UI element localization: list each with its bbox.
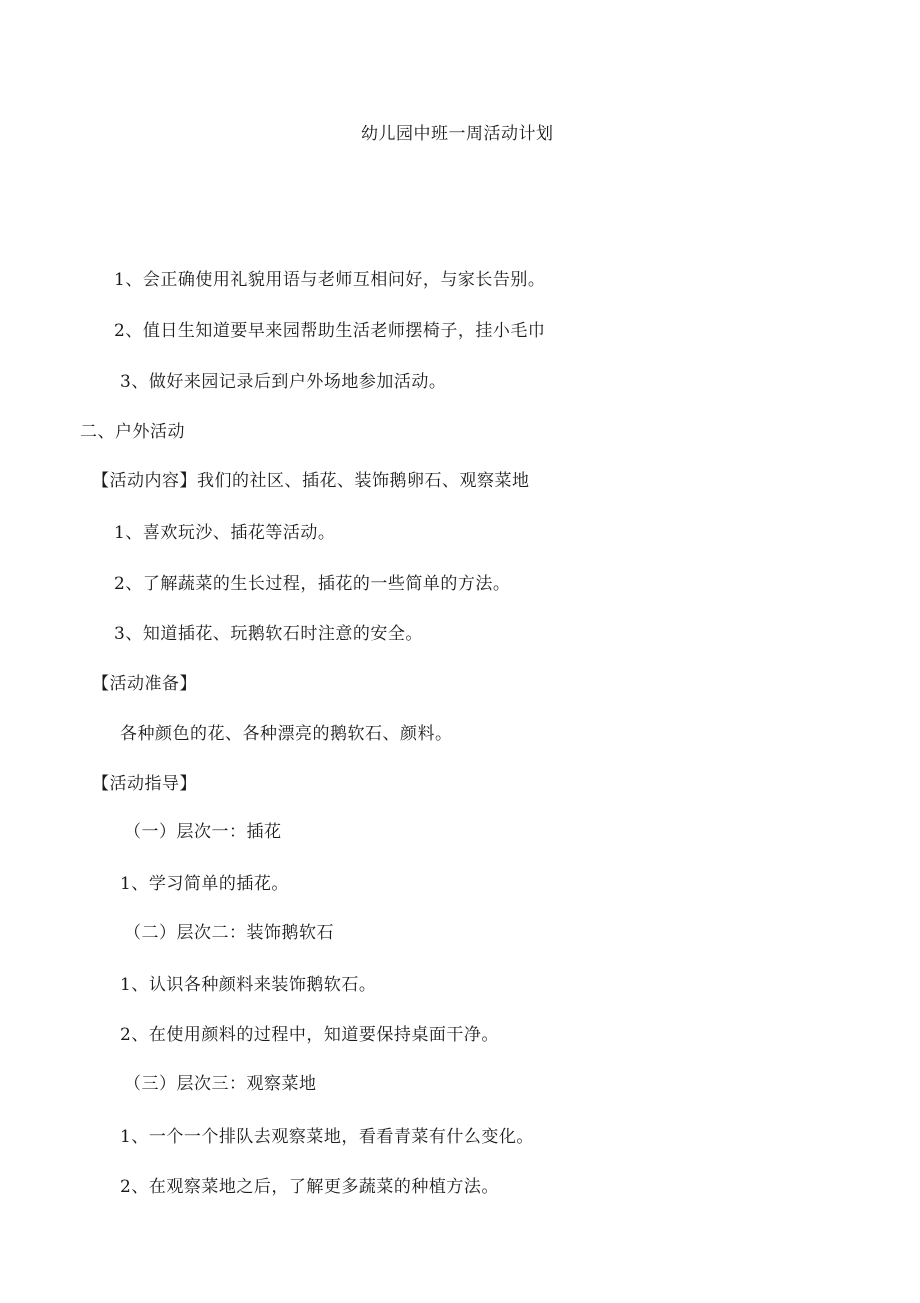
level-heading: （一）层次一：插花: [124, 822, 282, 842]
paragraph-line: 1、认识各种颜料来装饰鹅软石。: [120, 975, 377, 995]
subsection-heading: 【活动指导】: [92, 774, 197, 794]
paragraph-line: 3、知道插花、玩鹅软石时注意的安全。: [114, 624, 423, 644]
subsection-heading: 【活动准备】: [92, 674, 197, 694]
document-title: 幼儿园中班一周活动计划: [361, 124, 554, 144]
paragraph-line: 1、喜欢玩沙、插花等活动。: [114, 523, 336, 543]
paragraph-line: 1、一个一个排队去观察菜地，看看青菜有什么变化。: [120, 1127, 534, 1147]
paragraph-line: 2、在使用颜料的过程中，知道要保持桌面干净。: [120, 1025, 499, 1045]
paragraph-line: 1、学习简单的插花。: [120, 874, 289, 894]
paragraph-line: 2、了解蔬菜的生长过程，插花的一些简单的方法。: [114, 574, 511, 594]
paragraph-line: 2、值日生知道要早来园帮助生活老师摆椅子，挂小毛巾: [114, 321, 546, 341]
level-heading: （二）层次二：装饰鹅软石: [124, 923, 334, 943]
paragraph-line: 3、做好来园记录后到户外场地参加活动。: [120, 372, 447, 392]
level-heading: （三）层次三：观察菜地: [124, 1074, 317, 1094]
paragraph-line: 1、会正确使用礼貌用语与老师互相问好，与家长告别。: [114, 270, 546, 290]
paragraph-line: 各种颜色的花、各种漂亮的鹅软石、颜料。: [120, 724, 453, 744]
paragraph-line: 2、在观察菜地之后，了解更多蔬菜的种植方法。: [120, 1177, 499, 1197]
section-heading: 二、户外活动: [80, 422, 185, 442]
paragraph-line: 【活动内容】我们的社区、插花、装饰鹅卵石、观察菜地: [92, 471, 530, 491]
